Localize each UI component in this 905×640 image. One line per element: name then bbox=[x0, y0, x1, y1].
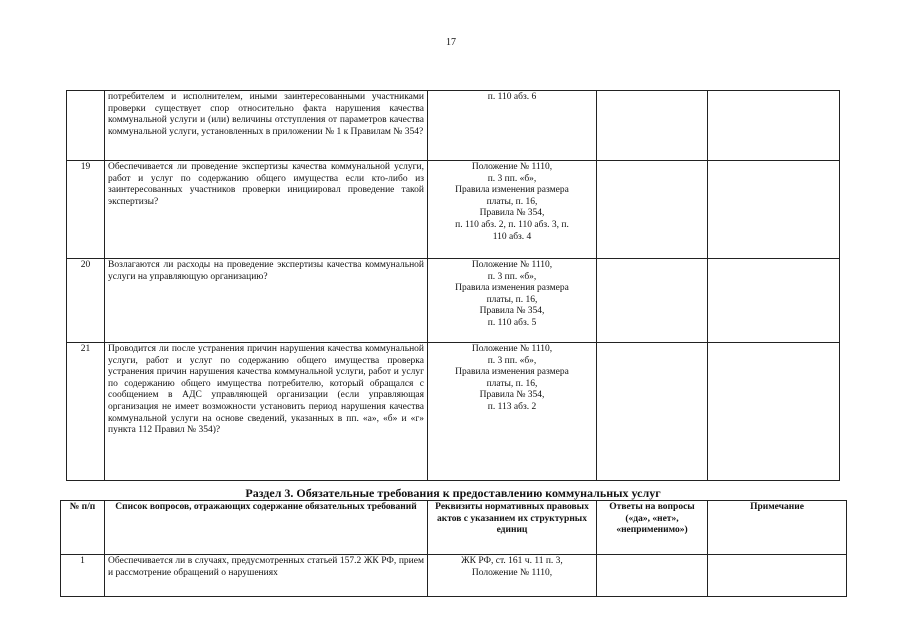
legal-ref-line: п. 110 абз. 2, п. 110 абз. 3, п. bbox=[455, 219, 569, 230]
header-answer: Ответы на вопросы («да», «нет», «неприменимо») bbox=[597, 501, 708, 555]
legal-refs bbox=[428, 259, 597, 343]
table-row bbox=[67, 343, 840, 481]
header-num: № п/п bbox=[61, 501, 105, 555]
answer-cell[interactable] bbox=[597, 91, 708, 161]
section-3-header-row bbox=[61, 501, 847, 555]
legal-ref-line: п. 110 абз. 6 bbox=[487, 92, 537, 102]
legal-ref-line: Положение № 1110, bbox=[471, 260, 553, 270]
table-row bbox=[61, 555, 847, 597]
question-text: потребителем и исполнителем, иными заинтересованными участниками проверки существует спор относительно факта нарушения качества коммунальной услуги и (или) величины отступления от параметров качества коммунальной услуги, установленных в приложении № 1 к Правилам № 354? bbox=[105, 91, 428, 161]
legal-ref-line: п. 110 абз. 5 bbox=[487, 317, 537, 328]
section-3-table bbox=[60, 500, 847, 597]
legal-refs bbox=[428, 161, 597, 259]
answer-cell[interactable] bbox=[597, 555, 708, 597]
row-number: 21 bbox=[67, 343, 105, 481]
row-number bbox=[67, 91, 105, 161]
table-row bbox=[67, 91, 840, 161]
legal-ref-line: п. 3 пп. «б», bbox=[487, 173, 537, 184]
table-row bbox=[67, 161, 840, 259]
legal-ref-line: Правила № 354, bbox=[479, 390, 545, 401]
checklist-table-continued bbox=[66, 90, 840, 481]
legal-ref-line: Правила изменения размера bbox=[455, 185, 569, 196]
header-note: Примечание bbox=[708, 501, 847, 555]
legal-ref-line: п. 3 пп. «б», bbox=[487, 271, 537, 282]
legal-ref-line: Правила № 354, bbox=[479, 306, 545, 317]
legal-ref-line: ЖК РФ, ст. 161 ч. 11 п. 3, bbox=[461, 556, 563, 566]
legal-ref-line: Положение № 1110, bbox=[471, 567, 553, 578]
legal-ref-line: Правила изменения размера bbox=[455, 367, 569, 378]
section-3-title: Раздел 3. Обязательные требования к предоставлению коммунальных услуг bbox=[245, 486, 661, 500]
question-text: Проводится ли после устранения причин нарушения качества коммунальной услуги, работ и услуг по содержанию общего имущества проверка устранения причин нарушения качества коммунальной услуги, работ и услуг по содержанию общего имущества потребителю, который обращался с сообщением в АДС управляющей организации (если управляющая организация не имеет возможности установить период нарушения качества коммунальной услуги на основе сведений, указанных в пп. «а», «б» и «г» пункта 112 Правил № 354)? bbox=[105, 343, 428, 481]
note-cell[interactable] bbox=[708, 259, 840, 343]
header-question: Список вопросов, отражающих содержание обязательных требований bbox=[105, 501, 428, 555]
legal-ref-line: платы, п. 16, bbox=[486, 378, 538, 389]
page-number: 17 bbox=[446, 37, 456, 48]
row-number: 20 bbox=[67, 259, 105, 343]
legal-ref-line: п. 3 пп. «б», bbox=[487, 355, 537, 366]
question-text: Обеспечивается ли проведение экспертизы качества коммунальной услуги, работ и услуг по содержанию общего имущества если кто-либо из заинтересованных участников проверки инициировал проведение такой экспертизы? bbox=[105, 161, 428, 259]
answer-cell[interactable] bbox=[597, 161, 708, 259]
row-number: 1 bbox=[61, 555, 105, 597]
table-row bbox=[67, 259, 840, 343]
legal-ref-line: п. 113 абз. 2 bbox=[487, 401, 537, 412]
answer-cell[interactable] bbox=[597, 259, 708, 343]
note-cell[interactable] bbox=[708, 343, 840, 481]
legal-refs bbox=[428, 91, 597, 161]
legal-ref-line: Положение № 1110, bbox=[471, 344, 553, 354]
legal-refs bbox=[428, 343, 597, 481]
answer-cell[interactable] bbox=[597, 343, 708, 481]
legal-ref-line: платы, п. 16, bbox=[486, 196, 538, 207]
legal-ref-line: платы, п. 16, bbox=[486, 294, 538, 305]
question-text: Возлагаются ли расходы на проведение экспертизы качества коммунальной услуги на управляющую организацию? bbox=[105, 259, 428, 343]
note-cell[interactable] bbox=[708, 555, 847, 597]
note-cell[interactable] bbox=[708, 161, 840, 259]
legal-ref-line: Правила изменения размера bbox=[455, 283, 569, 294]
header-refs: Реквизиты нормативных правовых актов с указанием их структурных единиц bbox=[428, 501, 597, 555]
question-text: Обеспечивается ли в случаях, предусмотренных статьей 157.2 ЖК РФ, прием и рассмотрение обращений о нарушениях bbox=[105, 555, 428, 597]
legal-ref-line: Правила № 354, bbox=[479, 208, 545, 219]
legal-ref-line: Положение № 1110, bbox=[471, 162, 553, 172]
legal-refs bbox=[428, 555, 597, 597]
note-cell[interactable] bbox=[708, 91, 840, 161]
legal-ref-line: 110 абз. 4 bbox=[492, 231, 532, 242]
row-number: 19 bbox=[67, 161, 105, 259]
